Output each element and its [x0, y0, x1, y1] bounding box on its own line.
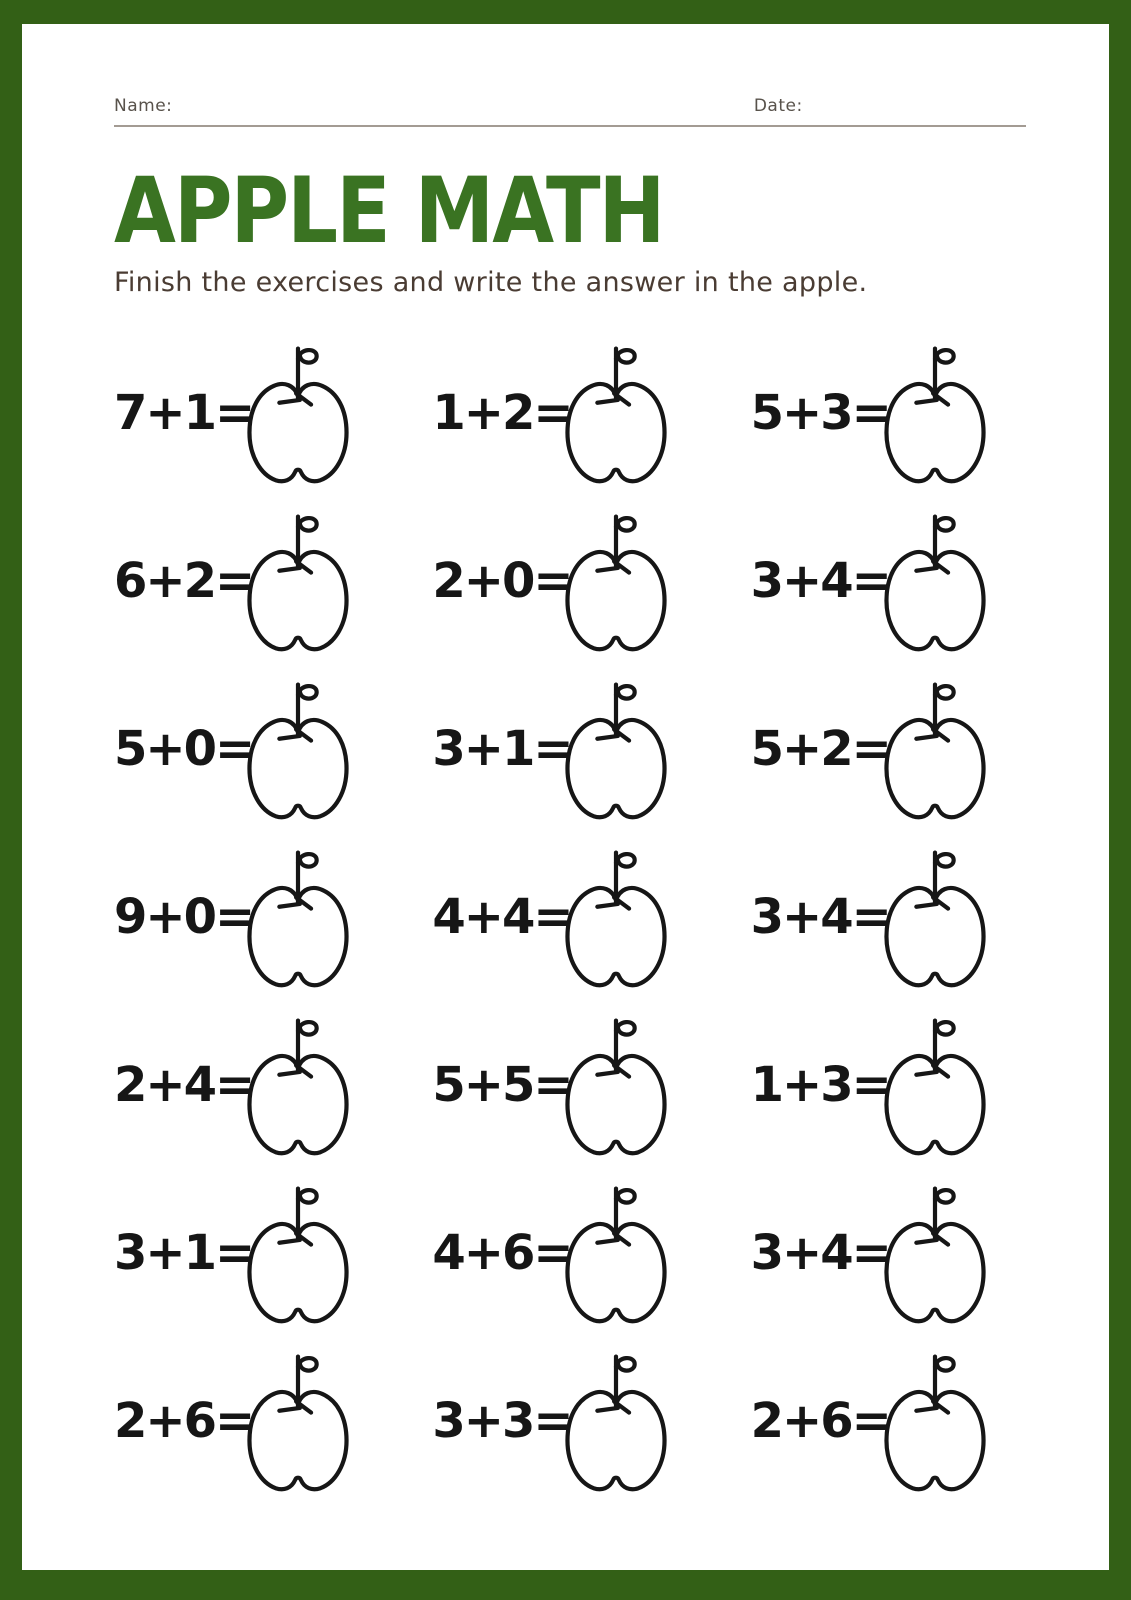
- instructions-text: Finish the exercises and write the answer in the apple.: [114, 267, 868, 298]
- equation-text: 6+2=: [114, 553, 254, 609]
- equation-text: 5+0=: [114, 721, 254, 777]
- problem-cell: [751, 846, 1069, 988]
- apple-outline-icon: [242, 678, 354, 820]
- apple-outline-icon: [560, 678, 672, 820]
- name-date-row: [114, 96, 1069, 116]
- apple-outline-icon: [560, 846, 672, 988]
- equation-text: 3+4=: [750, 553, 890, 609]
- problem-cell: [114, 846, 432, 988]
- equation-text: 2+0=: [432, 553, 572, 609]
- equation-text: 3+4=: [750, 1225, 890, 1281]
- apple-outline-icon: [560, 1182, 672, 1324]
- apple-outline-icon: [242, 1014, 354, 1156]
- equation-text: 7+1=: [114, 385, 254, 441]
- worksheet: [22, 24, 1109, 1492]
- problem-cell: [751, 1182, 1069, 1324]
- apple-outline-icon: [242, 846, 354, 988]
- equation-text: 3+3=: [432, 1393, 572, 1449]
- problem-cell: [114, 510, 432, 652]
- problem-cell: [114, 678, 432, 820]
- apple-outline-icon: [879, 846, 991, 988]
- name-label: Name:: [114, 96, 173, 116]
- equation-text: 5+3=: [750, 385, 890, 441]
- equation-text: 4+6=: [432, 1225, 572, 1281]
- apple-outline-icon: [242, 342, 354, 484]
- header-rule: [114, 125, 1026, 127]
- problem-cell: [432, 1350, 750, 1492]
- problem-cell: [751, 510, 1069, 652]
- apple-outline-icon: [242, 1182, 354, 1324]
- problem-cell: [114, 1350, 432, 1492]
- page-title: APPLE MATH: [114, 157, 664, 264]
- problem-cell: [114, 1182, 432, 1324]
- date-field: [754, 96, 803, 116]
- apple-outline-icon: [242, 510, 354, 652]
- equation-text: 2+6=: [750, 1393, 890, 1449]
- apple-outline-icon: [879, 1014, 991, 1156]
- apple-outline-icon: [879, 1182, 991, 1324]
- problem-cell: [751, 1014, 1069, 1156]
- equation-text: 1+2=: [432, 385, 572, 441]
- apple-outline-icon: [879, 1350, 991, 1492]
- equation-text: 2+4=: [114, 1057, 254, 1113]
- problem-cell: [432, 846, 750, 988]
- equation-text: 5+5=: [432, 1057, 572, 1113]
- problem-cell: [432, 1182, 750, 1324]
- equation-text: 9+0=: [114, 889, 254, 945]
- apple-outline-icon: [879, 342, 991, 484]
- problem-cell: [751, 1350, 1069, 1492]
- apple-outline-icon: [560, 1350, 672, 1492]
- problem-cell: [432, 510, 750, 652]
- problem-cell: [114, 1014, 432, 1156]
- apple-outline-icon: [242, 1350, 354, 1492]
- equation-text: 3+1=: [432, 721, 572, 777]
- apple-outline-icon: [560, 510, 672, 652]
- equation-text: 4+4=: [432, 889, 572, 945]
- problem-cell: [751, 342, 1069, 484]
- equation-text: 3+4=: [750, 889, 890, 945]
- equation-text: 2+6=: [114, 1393, 254, 1449]
- problems-grid: [114, 342, 1069, 1492]
- apple-outline-icon: [879, 678, 991, 820]
- equation-text: 1+3=: [750, 1057, 890, 1113]
- date-label: Date:: [753, 96, 803, 116]
- equation-text: 3+1=: [114, 1225, 254, 1281]
- problem-cell: [432, 1014, 750, 1156]
- equation-text: 5+2=: [750, 721, 890, 777]
- problem-cell: [432, 342, 750, 484]
- name-field: [114, 96, 754, 116]
- problem-cell: [751, 678, 1069, 820]
- apple-outline-icon: [560, 342, 672, 484]
- apple-outline-icon: [879, 510, 991, 652]
- problem-cell: [114, 342, 432, 484]
- problem-cell: [432, 678, 750, 820]
- apple-outline-icon: [560, 1014, 672, 1156]
